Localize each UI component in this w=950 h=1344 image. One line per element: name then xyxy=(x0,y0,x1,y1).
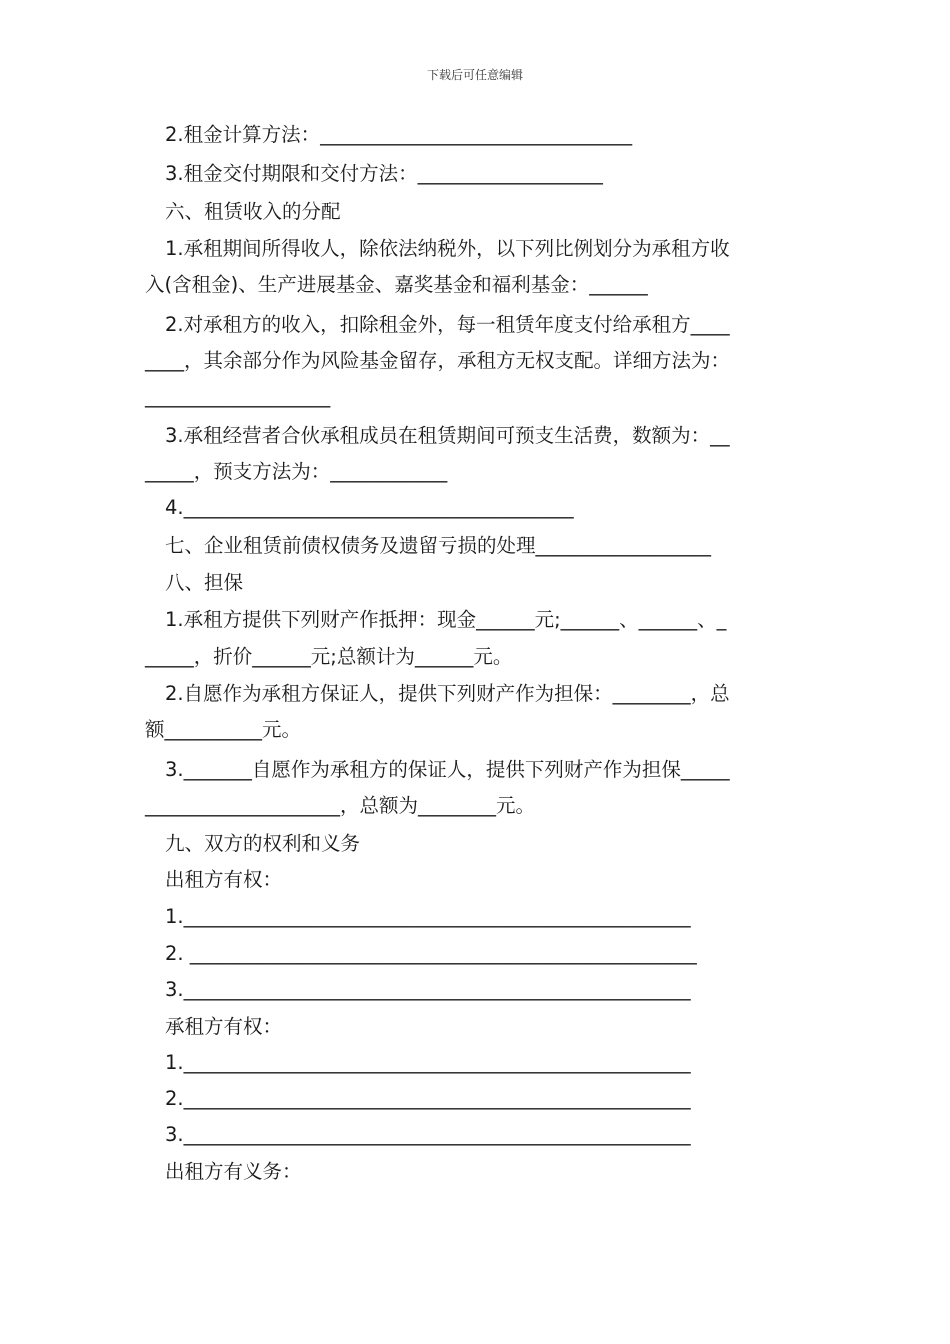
income-clause-3-cont: _____，预支方法为：____________ xyxy=(145,460,448,483)
lessee-rights-heading: 承租方有权： xyxy=(165,1015,283,1038)
guarantee-clause-1-cont: _____，折价______元;总额计为______元。 xyxy=(145,645,513,668)
lessee-rights-item-1: 1.____________________________________________________ xyxy=(165,1051,691,1074)
guarantee-clause-2-cont: 额__________元。 xyxy=(145,718,302,741)
lessee-rights-item-3: 3.____________________________________________________ xyxy=(165,1123,691,1146)
income-clause-2-blank: ___________________ xyxy=(145,385,331,408)
rent-calculation-method: 2.租金计算方法：________________________________ xyxy=(165,123,633,146)
guarantee-clause-2: 2.自愿作为承租方保证人，提供下列财产作为担保：________，总 xyxy=(165,682,730,705)
section-heading-7: 七、企业租赁前债权债务及遗留亏损的处理__________________ xyxy=(165,534,712,557)
lessor-rights-item-1: 1.____________________________________________________ xyxy=(165,905,691,928)
rent-payment-terms: 3.租金交付期限和交付方法：___________________ xyxy=(165,162,603,185)
lessor-rights-heading: 出租方有权： xyxy=(165,868,283,891)
section-heading-9: 九、双方的权利和义务 xyxy=(165,832,361,855)
income-clause-1-cont: 入(含租金)、生产进展基金、嘉奖基金和福利基金：______ xyxy=(145,273,648,296)
lessee-rights-item-2: 2.____________________________________________________ xyxy=(165,1087,691,1110)
lessor-rights-item-2: 2. ____________________________________________________ xyxy=(165,942,697,965)
income-clause-2-cont: ____，其余部分作为风险基金留存，承租方无权支配。详细方法为： xyxy=(145,349,731,372)
page-header: 下载后可任意编辑 xyxy=(426,68,523,82)
guarantee-clause-1: 1.承租方提供下列财产作抵押：现金______元;______、______、_ xyxy=(165,608,727,631)
income-clause-3: 3.承租经营者合伙承租成员在租赁期间可预支生活费，数额为：__ xyxy=(165,424,730,447)
lessor-obligations-heading: 出租方有义务： xyxy=(165,1160,302,1183)
section-heading-8: 八、担保 xyxy=(165,571,244,594)
guarantee-clause-3: 3._______自愿作为承租方的保证人，提供下列财产作为担保_____ xyxy=(165,758,730,781)
income-clause-2: 2.对承租方的收入，扣除租金外，每一租赁年度支付给承租方____ xyxy=(165,313,730,336)
section-heading-6: 六、租赁收入的分配 xyxy=(165,200,341,223)
guarantee-clause-3-cont: ____________________，总额为________元。 xyxy=(145,794,536,817)
income-clause-4: 4.________________________________________ xyxy=(165,496,574,519)
income-clause-1: 1.承租期间所得收人，除依法纳税外，以下列比例划分为承租方收 xyxy=(165,237,730,260)
lessor-rights-item-3: 3.____________________________________________________ xyxy=(165,978,691,1001)
